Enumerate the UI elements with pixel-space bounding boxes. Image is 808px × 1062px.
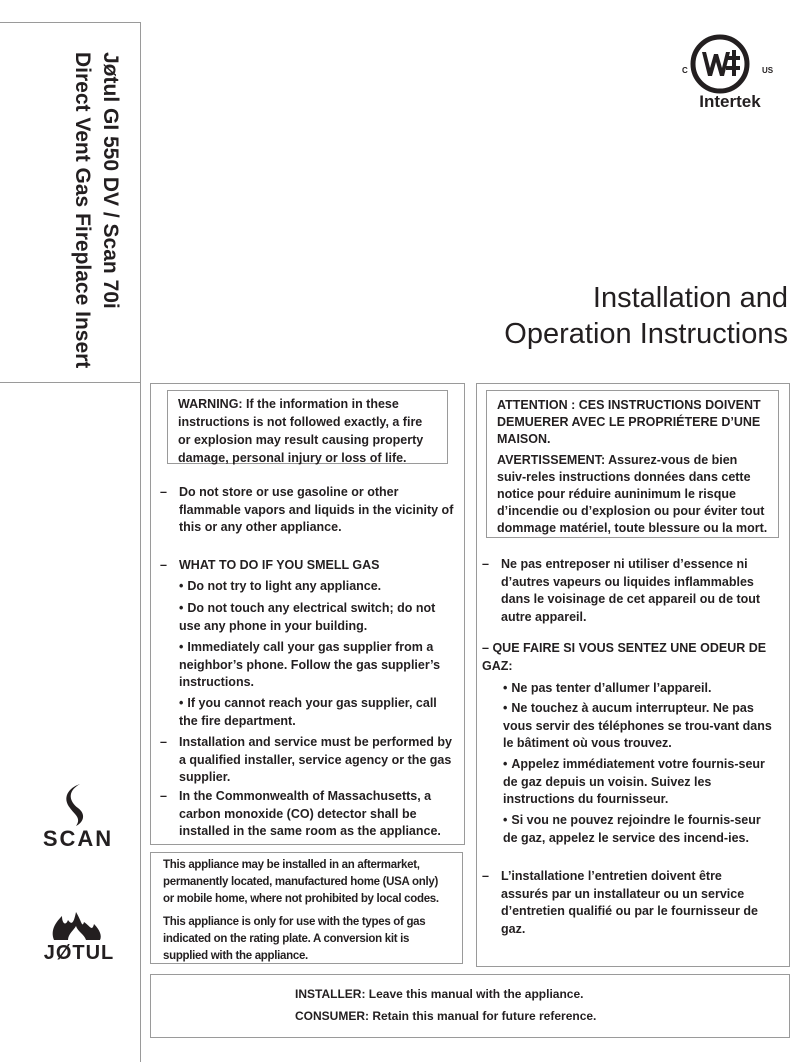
- note-gas-types: This appliance is only for use with the types of gas indicated on the rating plate. A conversion kit is supplied with the appliance.: [163, 916, 426, 962]
- english-item-3: – Installation and service must be performed by a qualified installer, service agency or the gas supplier.: [160, 735, 452, 784]
- cert-mark-c: C: [682, 66, 688, 75]
- french-item-2: – QUE FAIRE SI VOUS SENTEZ UNE ODEUR DE GAZ:: [482, 641, 767, 673]
- cert-mark-us: US: [762, 66, 774, 75]
- attention-text: ATTENTION : CES INSTRUCTIONS DOIVENT DEMUERER AVEC LE PROPRIÉTERE D’UNE MAISON.: [497, 398, 761, 446]
- french-bullet-2: • Ne touchez à aucum interrupteur. Ne pas vous servir des téléphones se trou-vant dans le bâtiment où vous trouvez.: [503, 701, 772, 750]
- warning-box: WARNING: If the information in these instructions is not followed exactly, a fire or explosion may result causing property damage, personal injury or loss of life.: [167, 390, 448, 464]
- jotul-logo-text: JØTUL: [43, 942, 115, 964]
- french-bullet-3: • Appelez immédiatement votre fournis-seur de gaz depuis un voisin. Suivez les instructions du fournisseur.: [503, 757, 765, 806]
- note-manufactured-home: This appliance may be installed in an aftermarket, permanently located, manufactured home (USA only) or mobile home, where not prohibited by local codes.: [163, 859, 439, 905]
- sidebar-divider: [0, 382, 140, 383]
- consumer-note: CONSUMER: Retain this manual for future reference.: [295, 1009, 597, 1023]
- french-bullet-4: • Si vou ne pouvez rejoindre le fournis-seur de gaz, appelez le service des incend-ies.: [503, 813, 761, 845]
- page-title: [420, 280, 788, 352]
- english-bullet-3: • Immediately call your gas supplier from a neighbor’s phone. Follow the gas supplier’s instructions.: [179, 640, 441, 689]
- page-title-line1: Installation and: [592, 282, 788, 314]
- english-bullet-4: • If you cannot reach your gas supplier, call the fire department.: [179, 696, 437, 728]
- french-item-3: – L’installatione l’entretien doivent être assurés par un installateur ou un service d’entretien qualifié ou par le fournisseur de gaz.: [482, 869, 758, 936]
- jotul-flame-icon: [34, 908, 124, 942]
- french-bullet-1: • Ne pas tenter d’allumer l’appareil.: [503, 681, 712, 695]
- installation-notes-box: [150, 852, 463, 964]
- installer-note: INSTALLER: Leave this manual with the appliance.: [295, 987, 584, 1001]
- attention-box: [486, 390, 779, 538]
- english-item-2: – WHAT TO DO IF YOU SMELL GAS: [160, 558, 380, 572]
- page-title-line2: Operation Instructions: [504, 318, 788, 350]
- english-item-1: – Do not store or use gasoline or other flammable vapors and liquids in the vicinity of this or any other appliance.: [160, 485, 454, 534]
- french-item-1: – Ne pas entreposer ni utiliser d’essence ni d’autres vapeurs ou liquides inflammables dans le voisinage de cet appareil ou de tout autre appareil.: [482, 557, 761, 624]
- avertissement-text: AVERTISSEMENT: Assurez-vous de bien suiv-reles instructions données dans cette notice pour réduire auninimum le risque d’incendie ou d’explosion ou pour éviter tout dommage matériel, toute blessure ou la mort.: [497, 453, 768, 535]
- intertek-wh-mark-icon: [676, 20, 786, 96]
- scan-logo-text: SCAN: [42, 826, 114, 851]
- jotul-logo: [34, 908, 124, 968]
- scan-logo: [36, 778, 120, 854]
- english-item-4: – In the Commonwealth of Massachusetts, a carbon monoxide (CO) detector shall be installed in the same room as the appliance.: [160, 789, 441, 838]
- certification-name: Intertek: [699, 92, 761, 111]
- product-description: Direct Vent Gas Fireplace Insert: [71, 52, 94, 369]
- product-name: Jøtul GI 550 DV / Scan 70i: [99, 52, 122, 309]
- footer-box: [150, 974, 790, 1038]
- english-bullet-2: • Do not touch any electrical switch; do not use any phone in your building.: [179, 601, 436, 633]
- product-title: [24, 52, 124, 372]
- english-bullet-1: • Do not try to light any appliance.: [179, 579, 382, 593]
